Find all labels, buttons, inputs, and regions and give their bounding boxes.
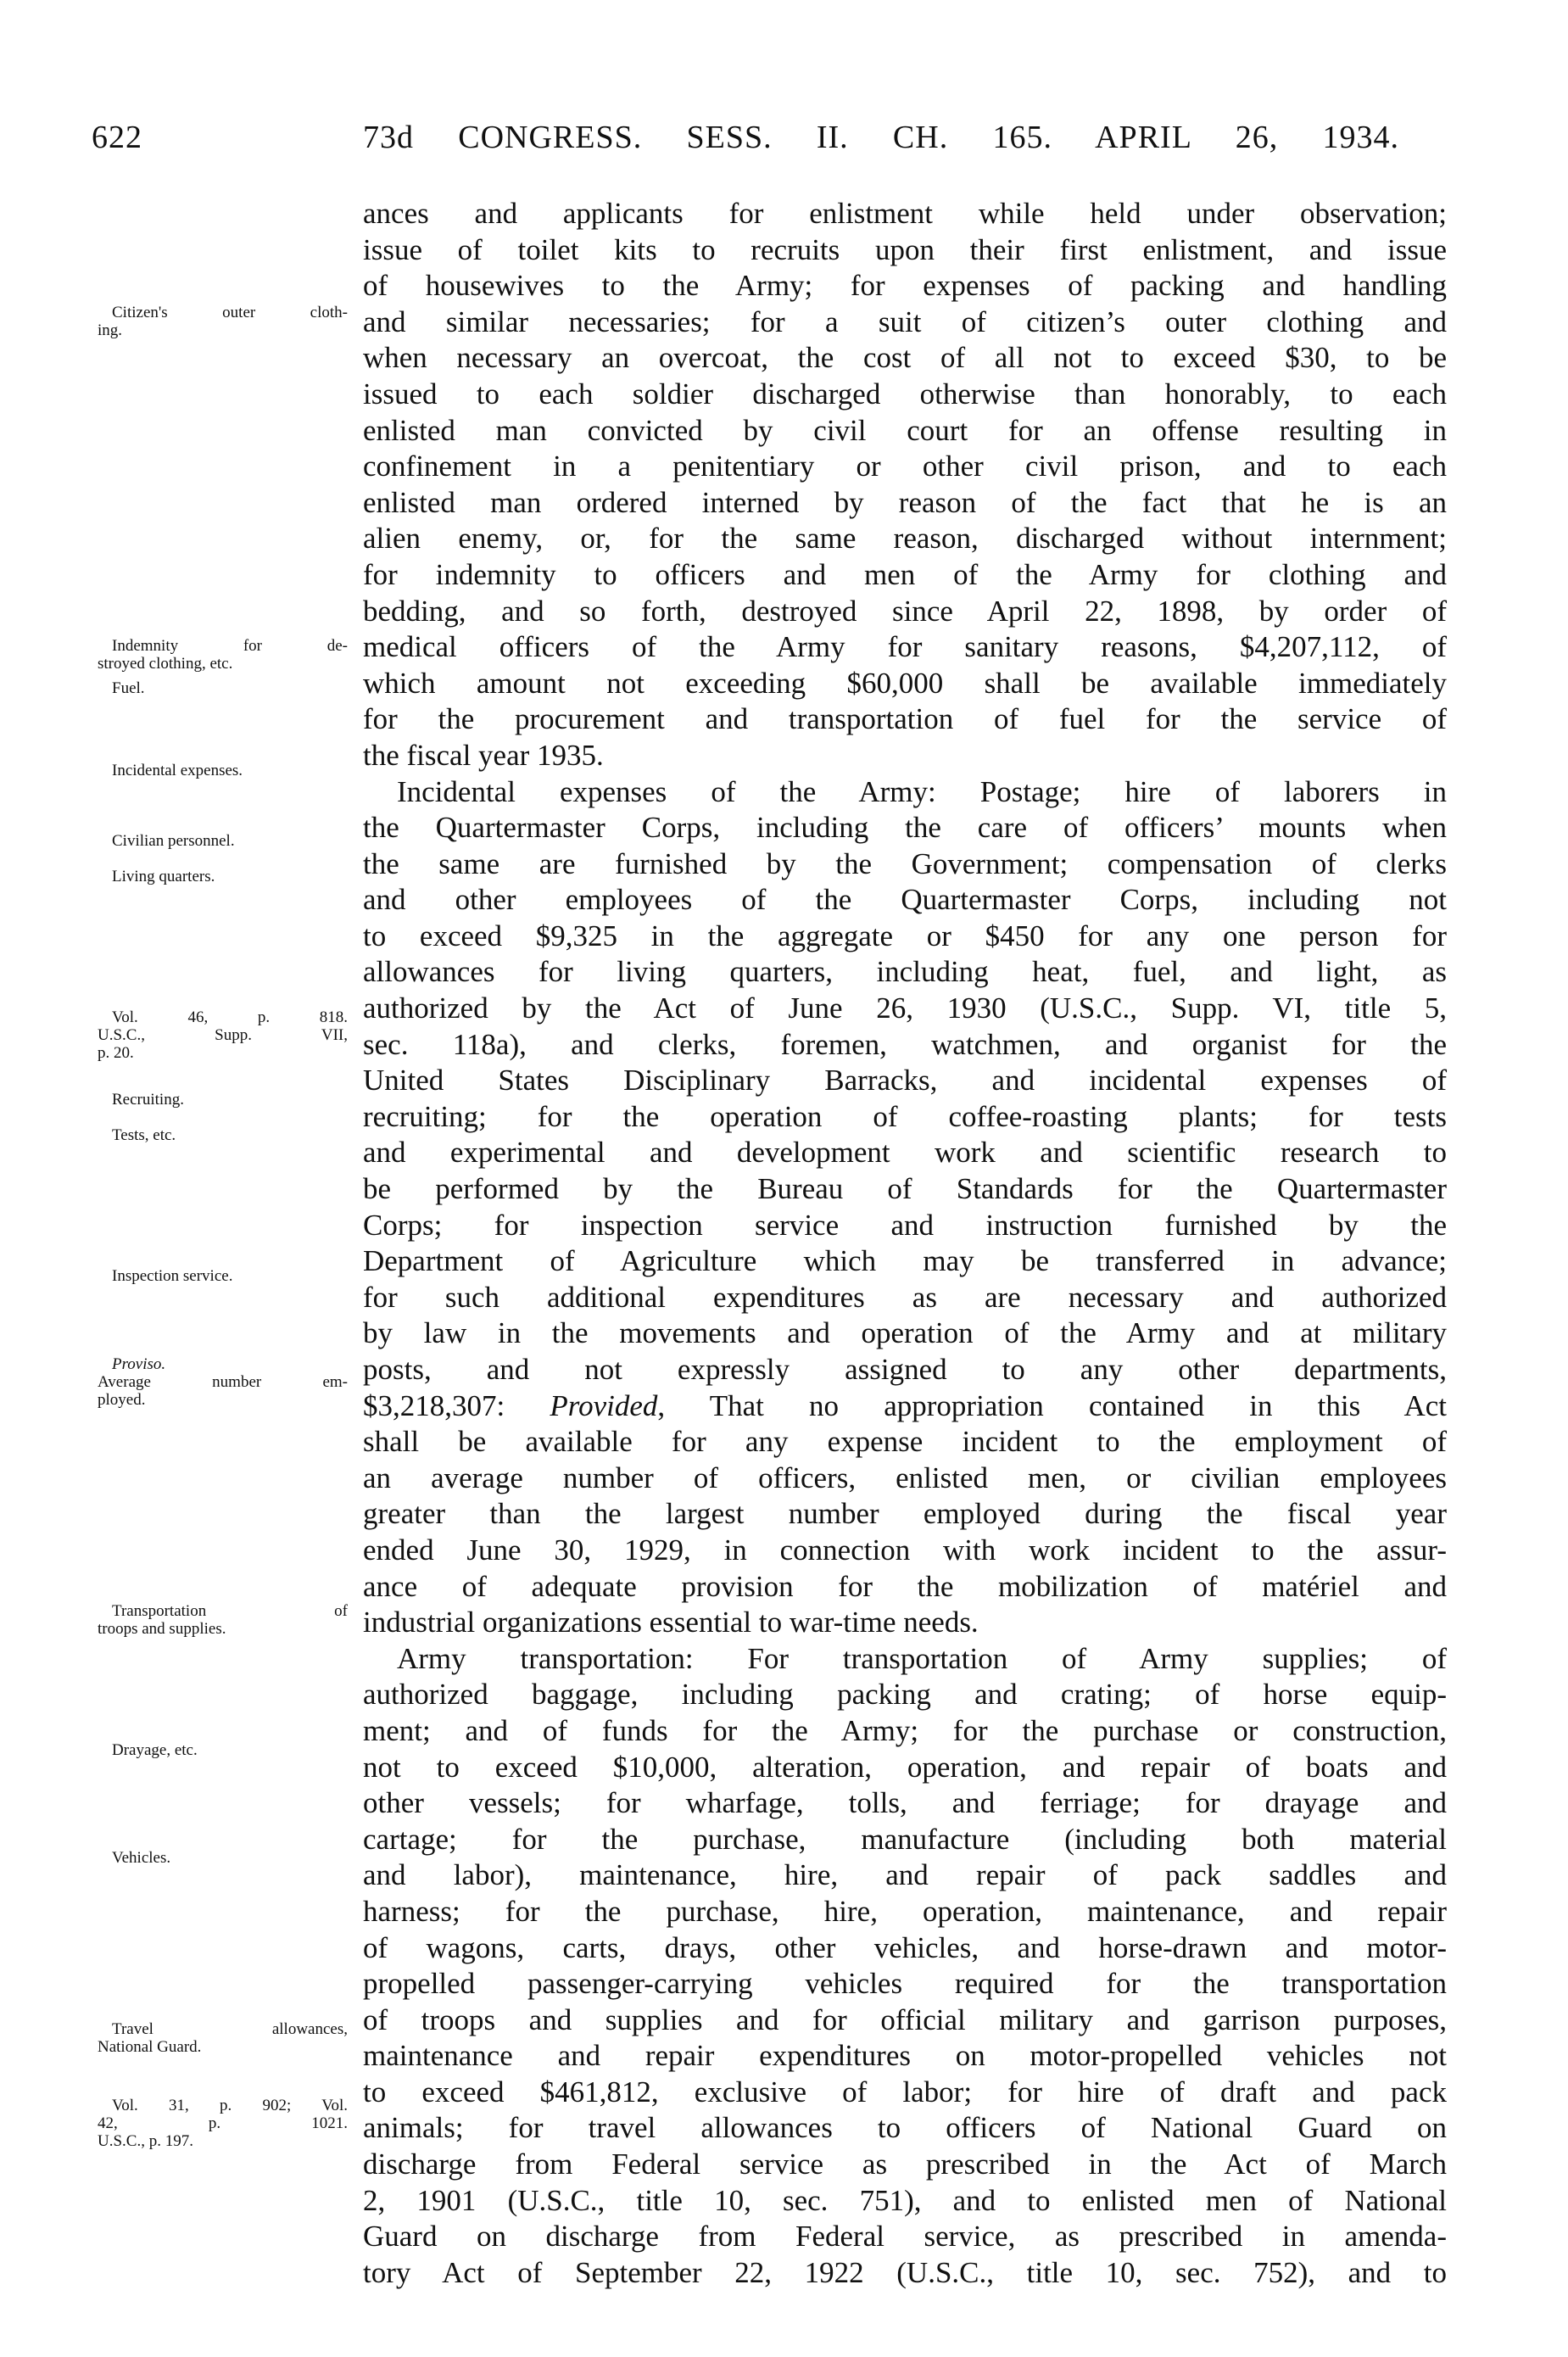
body-line: alien enemy, or, for the same reason, discharged without internment; — [363, 522, 1447, 556]
body-line: medical officers of the Army for sanitary reasons, $4,207,112, of — [363, 630, 1447, 664]
margin-note — [98, 1741, 348, 1759]
body-line: and labor), maintenance, hire, and repair of pack saddles and — [363, 1858, 1447, 1892]
margin-note-line: ployed. — [98, 1391, 146, 1409]
proviso-text: , That no appropriation contained in this Act — [657, 1388, 1447, 1422]
body-line: Corps; for inspection service and instruction furnished by the — [363, 1208, 1447, 1242]
margin-note — [98, 1267, 348, 1285]
margin-note-line: Citizen's outer cloth- — [112, 304, 348, 321]
margin-note-line: Incidental expenses. — [112, 762, 243, 779]
margin-note-line: Living quarters. — [112, 868, 215, 885]
margin-note — [98, 868, 348, 885]
margin-note — [98, 832, 348, 850]
page-number: 622 — [92, 120, 142, 155]
body-line: posts, and not expressly assigned to any other departments, — [363, 1353, 1447, 1386]
margin-note-line: Average number em- — [98, 1373, 348, 1391]
body-line: not to exceed $10,000, alteration, operation, and repair of boats and — [363, 1750, 1447, 1784]
margin-note-line: National Guard. — [98, 2038, 202, 2056]
body-line: Army transportation: For transportation of Army supplies; of — [397, 1641, 1447, 1675]
body-line: 2, 1901 (U.S.C., title 10, sec. 751), and to enlisted men of National — [363, 2183, 1447, 2217]
margin-note-line: Vol. 31, p. 902; Vol. — [112, 2097, 348, 2114]
margin-note-line: U.S.C., p. 197. — [98, 2132, 193, 2150]
margin-note — [98, 1355, 348, 1409]
margin-note — [98, 637, 348, 673]
body-line: be performed by the Bureau of Standards for the Quartermaster — [363, 1172, 1447, 1206]
body-line: shall be available for any expense incident to the employment of — [363, 1425, 1447, 1459]
margin-note — [98, 2097, 348, 2150]
body-line: which amount not exceeding $60,000 shall be available immediately — [363, 666, 1447, 700]
body-line: maintenance and repair expenditures on motor-propelled vehicles not — [363, 2039, 1447, 2073]
body-line: the same are furnished by the Government; compensation of clerks — [363, 846, 1447, 880]
body-line: an average number of officers, enlisted men, or civilian employees — [363, 1461, 1447, 1494]
body-line: recruiting; for the operation of coffee-roasting plants; for tests — [363, 1099, 1447, 1133]
margin-note-line: 42, p. 1021. — [98, 2114, 348, 2132]
margin-note-line: Travel allowances, — [112, 2020, 348, 2038]
body-line: when necessary an overcoat, the cost of all not to exceed $30, to be — [363, 341, 1447, 375]
body-line: authorized baggage, including packing and crating; of horse equip- — [363, 1678, 1447, 1712]
body-line: of housewives to the Army; for expenses of packing and handling — [363, 269, 1447, 303]
margin-note-line: Recruiting. — [112, 1091, 184, 1109]
body-line: enlisted man ordered interned by reason of the fact that he is an — [363, 485, 1447, 519]
margin-note-line: Inspection service. — [112, 1267, 233, 1285]
body-line: issue of toilet kits to recruits upon their first enlistment, and issue — [363, 232, 1447, 266]
margin-note-line: Vol. 46, p. 818. — [112, 1008, 348, 1026]
body-line: ance of adequate provision for the mobilization of matériel and — [363, 1569, 1447, 1603]
body-line: discharge from Federal service as prescribed in the Act of March — [363, 2148, 1447, 2181]
margin-note — [98, 2020, 348, 2056]
body-line: for such additional expenditures as are necessary and authorized — [363, 1280, 1447, 1314]
body-line: of troops and supplies and for official military and garrison purposes, — [363, 2002, 1447, 2036]
appropriation-amount: $3,218,307: — [363, 1388, 505, 1422]
margin-note — [98, 1008, 348, 1062]
margin-note — [98, 304, 348, 339]
body-line: animals; for travel allowances to officers of National Guard on — [363, 2111, 1447, 2145]
body-line: harness; for the purchase, hire, operation, maintenance, and repair — [363, 1894, 1447, 1928]
margin-note-line: p. 20. — [98, 1044, 134, 1062]
margin-note — [98, 1126, 348, 1144]
margin-note-line: Indemnity for de- — [112, 637, 348, 655]
body-line: to exceed $461,812, exclusive of labor; for hire of draft and pack — [363, 2075, 1447, 2108]
body-line: and experimental and development work and scientific research to — [363, 1136, 1447, 1170]
body-line: for the procurement and transportation of fuel for the service of — [363, 702, 1447, 736]
margin-note-line: U.S.C., Supp. VII, — [98, 1026, 348, 1044]
body-line: greater than the largest number employed during the fiscal year — [363, 1497, 1447, 1531]
body-line: authorized by the Act of June 26, 1930 (U.S.C., Supp. VI, title 5, — [363, 991, 1447, 1025]
margin-note-line: Transportation of — [112, 1602, 348, 1620]
margin-note-line: Drayage, etc. — [112, 1741, 198, 1759]
margin-note-line: stroyed clothing, etc. — [98, 655, 233, 673]
margin-note — [98, 679, 348, 697]
margin-note — [98, 1091, 348, 1109]
body-line: issued to each soldier discharged otherwise than honorably, to each — [363, 377, 1447, 411]
body-line: the fiscal year 1935. — [363, 738, 604, 772]
margin-note — [98, 1849, 348, 1867]
margin-note-line: ing. — [98, 321, 123, 339]
body-line: propelled passenger-carrying vehicles required for the transportation — [363, 1967, 1447, 2001]
body-line: ances and applicants for enlistment while held under observation; — [363, 197, 1447, 230]
body-line: Department of Agriculture which may be transferred in advance; — [363, 1244, 1447, 1278]
body-line: cartage; for the purchase, manufacture (including both material — [363, 1822, 1447, 1856]
body-line: industrial organizations essential to war-time needs. — [363, 1606, 979, 1639]
body-line: ended June 30, 1929, in connection with work incident to the assur- — [363, 1533, 1447, 1567]
margin-note-line: Fuel. — [112, 679, 145, 697]
margin-note — [98, 1602, 348, 1638]
statute-body-text — [363, 196, 1447, 2291]
body-line: United States Disciplinary Barracks, and incidental expenses of — [363, 1064, 1447, 1098]
body-line: and other employees of the Quartermaster Corps, including not — [363, 883, 1447, 917]
body-line: ment; and of funds for the Army; for the purchase or construction, — [363, 1713, 1447, 1747]
body-line: for indemnity to officers and men of the Army for clothing and — [363, 557, 1447, 591]
body-line: allowances for living quarters, including heat, fuel, and light, as — [363, 955, 1447, 989]
margin-note — [98, 762, 348, 779]
body-line — [363, 1388, 1447, 1425]
body-line: of wagons, carts, drays, other vehicles, and horse-drawn and motor- — [363, 1930, 1447, 1964]
body-line: tory Act of September 22, 1922 (U.S.C., title 10, sec. 752), and to — [363, 2255, 1447, 2289]
body-line: confinement in a penitentiary or other civil prison, and to each — [363, 450, 1447, 483]
provided-keyword: Provided — [550, 1388, 658, 1422]
margin-note-line: Tests, etc. — [112, 1126, 176, 1144]
margin-note-line: troops and supplies. — [98, 1620, 226, 1638]
body-line: bedding, and so forth, destroyed since April 22, 1898, by order of — [363, 594, 1447, 628]
body-line: Guard on discharge from Federal service, as prescribed in amenda- — [363, 2220, 1447, 2254]
margin-note-line: Proviso. — [112, 1355, 166, 1373]
body-line: by law in the movements and operation of the Army and at military — [363, 1316, 1447, 1350]
body-line: enlisted man convicted by civil court for an offense resulting in — [363, 413, 1447, 447]
margin-note-line: Vehicles. — [112, 1849, 171, 1867]
margin-note-line: Civilian personnel. — [112, 832, 235, 850]
body-line: and similar necessaries; for a suit of citizen’s outer clothing and — [363, 304, 1447, 338]
body-line: to exceed $9,325 in the aggregate or $450 for any one person for — [363, 919, 1447, 952]
body-line: other vessels; for wharfage, tolls, and ferriage; for drayage and — [363, 1786, 1447, 1820]
body-line: the Quartermaster Corps, including the care of officers’ mounts when — [363, 811, 1447, 845]
body-line: Incidental expenses of the Army: Postage; hire of laborers in — [397, 774, 1447, 808]
running-title: 73d CONGRESS. SESS. II. CH. 165. APRIL 26, 1934. — [363, 120, 1399, 155]
body-line: sec. 118a), and clerks, foremen, watchmen, and organist for the — [363, 1027, 1447, 1061]
